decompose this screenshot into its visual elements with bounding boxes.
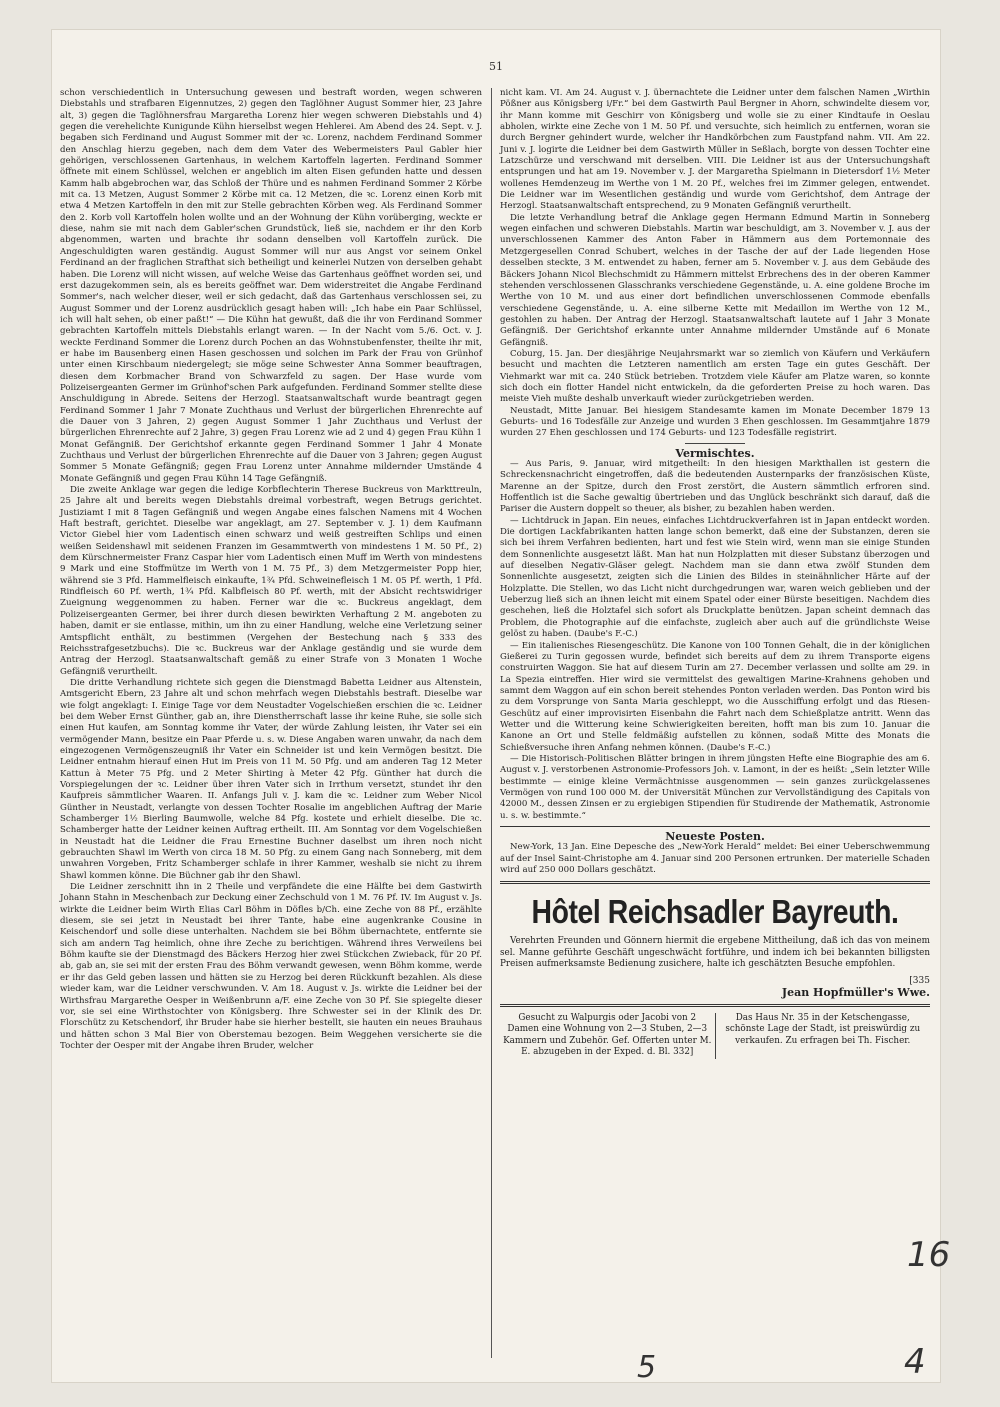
ad-reference: [335	[909, 975, 930, 986]
pencil-mark: 16	[907, 1235, 951, 1275]
article-paragraph: Die dritte Verhandlung richtete sich gegen die Dienstmagd Babetta Leidner aus Altenstein, Amtsgericht Ebern, 23 Jahre alt und schon mehrfach wegen Diebstahls bestraft. Dieselbe war wie folgt angeklagt: I. Einige Tage vor dem Neustadter Vogelschießen erschien die ꝛc. Leidner bei dem Weber Ernst Günther, gab an, ihre Dienstherrschaft lasse ihr keine Ruhe, sie solle sich einen Hut kaufen, am Sonntag komme ihr Vater, der würde Zahlung leisten, ihr Vater sei ein vermögender Mann, besitze ein Paar Pferde u. s. w. Diese Angaben waren unwahr, da nach dem eingezogenen Vermögenszeugniß ihr Vater ein Schneider ist und kein Vermögen besitzt. Die Leidner entnahm hierauf einen Hut im Preis von 11 M. 50 Pfg. und am anderen Tag 12 Meter Kattun à Meter 75 Pfg. und 2 Meter Shirting à Meter 42 Pfg. Günther hat durch die Vorspiegelungen der ꝛc. Leidner über ihren Vater sich in Irrthum versetzt, stundet ihr den Kaufpreis sämmtlicher Waaren. II. Anfangs Juli v. J. kam die ꝛc. Leidner zum Weber Nicol Günther in Neustadt, verlangte von dessen Tochter Rosalie im angeblichen Auftrag der Marie Schamberger 1½ Bierling Baumwolle, welche 84 Pfg. kostete und erhielt dieselbe. Die ꝛc. Schamberger hatte der Leidner keinen Auftrag ertheilt. III. Am Sonntag vor dem Vogelschießen in Neustadt hat die Leidner die Frau Ernestine Buchner daselbst um ihren noch nicht gebrauchten Shawl im Werth von circa 18 M. 50 Pfg. zu einem Gang nach Sonneberg, mit dem unwahren Vorgeben, Fritz Schamberger schlafe in ihrer Kammer, weshalb sie nicht zu ihrem Shawl kommen könne. Die Büchner gab ihr den Shawl.	[60, 677, 482, 881]
ad-reference: 332]	[673, 1047, 694, 1058]
page-number: 51	[489, 60, 503, 73]
small-ad-text: Gesucht zu Walpurgis oder Jacobi von 2 Damen eine Wohnung von 2—3 Stuben, 2—3 Kammern und Zubehör. Gef. Offerten unter M. E. abzugeben in der Exped. d. Bl.	[503, 1012, 712, 1058]
section-heading-vermischtes: Vermischtes.	[675, 446, 755, 460]
article-paragraph: Neustadt, Mitte Januar. Bei hiesigem Standesamte kamen im Monate December 1879 13 Geburts- und 16 Todesfälle zur Anzeige und wurden 3 Ehen geschlossen. Im Gesammtjahre 1879 wurden 27 Ehen geschlossen und 174 Geburts- und 123 Todesfälle registrirt.	[500, 405, 930, 439]
article-paragraph: Die zweite Anklage war gegen die ledige Korbflechterin Therese Buckreus von Markttreuln, 25 Jahre alt und bereits wegen Diebstahls dreimal vorbestraft, wegen Betrugs gerichtet. Justiziamt I mit 8 Tagen Gefängniß und wegen Angabe eines falschen Namens mit 4 Wochen Haft bestraft, gerichtet. Dieselbe war angeklagt, am 27. September v. J. 1) dem Kaufmann Victor Giebel hier vom Ladentisch einen schwarz und weiß gestreiften Schlips und einen weißen Seidenshawl mit seidenen Franzen im Gesammtwerth von mindestens 1 M. 50 Pf., 2) dem Kürschnermeister Franz Caspar hier vom Ladentisch einen Muff im Werth von mindestens 9 Mark und eine Stoffmütze im Werth von 1 M. 75 Pf., 3) dem Metzgermeister Popp hier, während sie 3 Pfd. Hammelfleisch einkaufte, 1¾ Pfd. Schweinefleisch 1 M. 05 Pf. werth, 1 Pfd. Rindfleisch 60 Pf. werth, 1¾ Pfd. Kalbfleisch 80 Pf. werth, mit der Absicht rechtswidriger Zueignung weggenommen zu haben. Ferner war die ꝛc. Buckreus angeklagt, dem Polizeisergeanten Germer, bei ihrer durch diesen bewirkten Verhaftung 2 M. angeboten zu haben, damit er sie entlasse, mithin, um ihn zu einer Handlung, welche eine Verletzung seiner Amtspflicht enthält, zu bestimmen (Vergehen der Bestechung nach § 333 des Reichsstrafgesetzbuchs). Die ꝛc. Buckreus war der Anklage geständig und sie wurde dem Antrag der Herzogl. Staatsanwaltschaft gemäß zu einer Strafe von 3 Monaten 1 Woche Gefängniß verurtheilt.	[60, 485, 482, 677]
article-paragraph: Die Leidner zerschnitt ihn in 2 Theile und verpfändete die eine Hälfte bei dem Gastwirth Johann Stahn in Meschenbach zur Deckung einer Zechschuld von 1 M. 76 Pf. IV. Im August v. Js. wirkte die Leidner beim Wirth Elias Carl Böhm in Döfles b/Ch. eine Zeche von 88 Pf., erzählte diesem, sie sei jetzt in Neustadt bei ihrer Tante, habe eine augenkranke Cousine in Keischendorf und solle diese unterhalten. Nachdem sie bei Böhm übernachtete, entfernte sie sich am andern Tag heimlich, ohne ihre Zeche zu berichtigen. Während ihres Verweilens bei Böhm kaufte sie der Dienstmagd des Bäckers Herzog hier zwei Stückchen Zwieback, für 20 Pf. ab, gab an, sie sei mit der ersten Frau des Böhm verwandt gewesen, wenn Böhm komme, werde er ihr das Geld geben lassen und hätten sie zu Herzog bei deren Rückkunft bezahlen. Als diese wieder kam, war die Leidner verschwunden. V. Am 18. August v. Js. wirkte die Leidner bei der Wirthsfrau Margarethe Oesper in Weißenbrunn a/F. eine Zeche von 30 Pf. Sie spiegelte dieser vor, sie sei eine Wirthstochter von Königsberg. Ihre Schwester sei in der Klinik des Dr. Florschütz zu Ketschendorf, ihr Bruder habe sie hierher bestellt, sie hauten ein neues Brauhaus und hätten schon 3 Mal Bier von Oberstemau bezogen. Beim Weggehen versicherte sie die Tochter der Oesper mit der Angabe ihren Bruder, welcher	[60, 882, 482, 1051]
section-divider	[685, 443, 745, 444]
article-paragraph: Coburg, 15. Jan. Der diesjährige Neujahrsmarkt war so ziemlich von Käufern und Verkäufern besucht und machten die Letzteren namentlich am ersten Tage ein gutes Geschäft. Der Viehmarkt war mit ca. 240 Stück betrieben. Trotzdem viele Käufer am Platze waren, so konnte sich doch ein flotter Handel nicht entwickeln, da die geforderten Preise zu hoch waren. Das meiste Vieh mußte deshalb unverkauft wieder zurückgetrieben werden.	[500, 348, 930, 405]
right-column	[500, 88, 930, 1059]
article-paragraph: schon verschiedentlich in Untersuchung gewesen und bestraft worden, wegen schweren Diebstahls und strafbaren Eigennutzes, 2) gegen den Taglöhner August Sommer hier, 23 Jahre alt, 3) gegen die Taglöhnersfrau Margaretha Lorenz hier wegen schweren Diebstahls und 4) gegen die verehelichte Kunigunde Kühn hierselbst wegen Hehlerei. Am Abend des 24. Sept. v. J. begaben sich Ferdinand und August Sommer mit der ꝛc. Lorenz, nachdem Ferdinand Sommer den Anschlag hierzu gegeben, nach dem dem Vater des Webermeisters Paul Gabler hier gehörigen, verschlossenen Gartenhaus, in welchem Kartoffeln lagerten. Ferdinand Sommer öffnete mit einem Schlüssel, welchen er angeblich im alten Eisen gefunden hatte und dessen Kamm halb abgebrochen war, das Schloß der Thüre und es nahmen Ferdinand Sommer 2 Körbe mit ca. 13 Metzen, August Sommer 2 Körbe mit ca. 12 Metzen, die ꝛc. Lorenz einen Korb mit etwa 4 Metzen Kartoffeln in den mit zur Stelle gebrachten Körben weg. Als Ferdinand Sommer den 2. Korb voll Kartoffeln holen wollte und an der Wohnung der Kühn vorüberging, weckte er diese, nahm sie mit nach dem Gabler'schen Grundstück, ließ sie, nachdem er ihr den Korb abgenommen, warten und brachte ihr sodann denselben voll Kartoffeln zurück. Die Angeschuldigten waren geständig. August Sommer will nur aus Angst vor seinem Onkel Ferdinand an der fraglichen Strafthat sich betheiligt und keinerlei Nutzen von derselben gehabt haben. Die Lorenz will nicht wissen, auf welche Weise das Gartenhaus geöffnet worden sei, und erst dazugekommen sein, als es bereits geöffnet war. Dem widerstreitet die Angabe Ferdinand Sommer's, nach welcher dieser, weil er sich gedacht, daß das Gartenhaus verschlossen sei, zu August Sommer und der Lorenz ausdrücklich gesagt haben will: „Ich habe ein Paar Schlüssel, ich will halt sehen, ob einer paßt!“ — Die Kühn hat gewußt, daß die ihr von Ferdinand Sommer gebrachten Kartoffeln mittels Diebstahls erlangt waren. — In der Nacht vom 5./6. Oct. v. J. weckte Ferdinand Sommer die Lorenz durch Pochen an das Wohnstubenfenster, theilte ihr mit, er habe im Bausenberg einen Hasen geschossen und solchen im Park der Frau von Grünhof unter einen Kirschbaum niedergelegt; sie möge seine Schwester Anna Sommer beauftragen, diesen dem Korbmacher Brand von Schwarzfeld zu sagen. Der Hase wurde vom Polizeisergeanten Germer im Grünhof'schen Park aufgefunden. Ferdinand Sommer stellte diese Anschuldigung in Abrede. Seitens der Herzogl. Staatsanwaltschaft wurde beantragt gegen Ferdinand Sommer 1 Jahr 7 Monate Zuchthaus und Verlust der bürgerlichen Ehrenrechte auf die Dauer von 3 Jahren, 2) gegen August Sommer 1 Jahr Zuchthaus und Verlust der bürgerlichen Ehrenrechte auf 2 Jahre, 3) gegen Frau Lorenz wie ad 2 und 4) gegen Frau Kühn 1 Monat Gefängniß. Der Gerichtshof erkannte gegen Ferdinand Sommer 1 Jahr 4 Monate Zuchthaus und Verlust der bürgerlichen Ehrenrechte auf die Dauer von 3 Jahren; gegen August Sommer 5 Monate Gefängniß; gegen Frau Lorenz unter Annahme mildernder Umstände 4 Monate Gefängniß und gegen Frau Kühn 14 Tage Gefängniß.	[60, 88, 482, 484]
hotel-title: Hôtel Reichsadler Bayreuth.	[531, 893, 899, 931]
small-ad-text: Das Haus Nr. 35 in der Ketschengasse, schönste Lage der Stadt, ist preiswürdig zu verkaufen. Zu erfragen bei Th. Fischer.	[725, 1012, 921, 1046]
hotel-advertisement	[500, 892, 930, 998]
pencil-mark: 4	[904, 1342, 926, 1382]
small-ad-wohnung	[500, 1013, 715, 1059]
hotel-body: Verehrten Freunden und Gönnern hiermit die ergebene Mittheilung, daß ich das von meinem sel. Manne geführte Geschäft ungeschwächt fortführe, und indem ich bei bekannten billigsten Preisen aufmerksamste Bedienung zusichere, halte ich geschätzten Besuche empfohlen.	[500, 936, 930, 970]
section-heading-neueste-posten: Neueste Posten.	[665, 830, 765, 843]
ad-divider	[500, 881, 930, 884]
column-divider	[491, 88, 492, 1358]
small-ad-haus	[715, 1013, 931, 1059]
news-paragraph: — Die Historisch-Politischen Blätter bringen in ihrem jüngsten Hefte eine Biographie des am 6. August v. J. verstorbenen Astronomie-Professors Joh. v. Lamont, in der es heißt: „Sein letzter Wille bestimmte — einige kleine Vermächtnisse ausgenommen — sein ganzes zurückgelassenes Vermögen von rund 100 000 M. der Universität München zur Vervollständigung des Capitals von 42000 M., dessen Zinsen er zu ergiebigen Stipendien für Studirende der Mathematik, Astronomie u. s. w. bestimmte.“	[500, 753, 930, 821]
pencil-mark: 5	[637, 1350, 657, 1385]
news-paragraph: New-York, 13 Jan. Eine Depesche des „New-York Herald“ meldet: Bei einer Ueberschwemmung auf der Insel Saint-Christophe am 4. Januar sind 200 Personen ertrunken. Der materielle Schaden wird auf 250 000 Dollars geschätzt.	[500, 842, 930, 876]
newspaper-page	[52, 30, 951, 1385]
hotel-signature	[500, 974, 930, 999]
signature-name: Jean Hopfmüller's Wwe.	[781, 986, 930, 1000]
article-paragraph: Die letzte Verhandlung betraf die Anklage gegen Hermann Edmund Martin in Sonneberg wegen einfachen und schweren Diebstahls. Martin war beschuldigt, am 3. November v. J. aus der unverschlossenen Kammer des Anton Faber in Hämmern aus dem Portemonnaie des Metzgergesellen Conrad Schubert, welches in der Tasche der auf der Lade liegenden Hose desselben steckte, 3 M. entwendet zu haben, ferner am 5. November v. J. aus dem Gebäude des Bäckers Johann Nicol Blechschmidt zu Hämmern mittelst Erbrechens des in der oberen Kammer stehenden verschlossenen Glasschranks verschiedene Gegenstände, u. A. eine goldene Broche im Werthe von 10 M. und aus einer dort befindlichen unverschlossenen Commode ebenfalls verschiedene Gegenstände, u. A. eine silberne Kette mit Medaillon im Werthe von 12 M., gestohlen zu haben. Der Antrag der Herzogl. Staatsanwaltschaft lautete auf 1 Jahr 3 Monate Gefängniß. Der Gerichtshof erkannte unter Annahme mildernder Umstände auf 6 Monate Gefängniß.	[500, 212, 930, 348]
article-paragraph: nicht kam. VI. Am 24. August v. J. übernachtete die Leidner unter dem falschen Namen „Wirthin Pößner aus Königsberg i/Fr.“ bei dem Gastwirth Paul Bergner in Ahorn, schwindelte diesem vor, ihr Mann komme mit Geschirr von Königsberg und wolle sie zu einer Kindtaufe in Oeslau abholen, wirkte eine Zeche von 1 M. 50 Pf. und versuchte, sich heimlich zu entfernen, woran sie durch Bergner gehindert wurde, welcher ihr Handkörbchen zum Faustpfand nahm. VII. Am 22. Juni v. J. logirte die Leidner bei dem Gastwirth Müller in Seßlach, borgte von dessen Tochter eine Latzschürze und verschwand mit derselben. VIII. Die Leidner ist aus der Untersuchungshaft entsprungen und hat am 19. November v. J. der Margaretha Spielmann in Dietersdorf 1½ Meter wollenes Hemdenzeug im Werthe von 1 M. 20 Pf., welches frei im Zimmer gelegen, entwendet. Die Leidner war im Wesentlichen geständig und wurde vom Gerichtshof, dem Antrage der Herzogl. Staatsanwaltschaft entsprechend, zu 9 Monaten Gefängniß verurtheilt.	[500, 88, 930, 212]
small-ads	[500, 1013, 930, 1059]
section-divider	[500, 826, 930, 827]
news-paragraph: — Ein italienisches Riesengeschütz. Die Kanone von 100 Tonnen Gehalt, die in der königlichen Gießerei zu Turin gegossen wurde, befindet sich bereits auf dem zu ihrem Transporte eigens construirten Waggon. Sie hat auf diesem Turin am 27. December verlassen und sollte am 29. in La Spezia eintreffen. Hier wird sie vermittelst des gewaltigen Marine-Krahnens gehoben und sammt dem Waggon auf ein schon bereit stehendes Ponton verladen werden. Das Ponton wird bis zu dem Vorsprunge von Santa Maria geschleppt, wo die Ausschiffung erfolgt und das Riesen-Geschütz auf einer improvisirten Eisenbahn die Fahrt nach dem Schießplatze antritt. Wenn das Wetter und die Witterung keine Schwierigkeiten bereiten, hofft man bis zum 10. Januar die Kanone an Ort und Stelle feldmäßig aufstellen zu können, sodaß Mitte des Monats die Schießversuche ihren Anfang nehmen können. (Daube's F.-C.)	[500, 640, 930, 753]
news-paragraph: — Lichtdruck in Japan. Ein neues, einfaches Lichtdruckverfahren ist in Japan entdeckt worden. Die dortigen Lackfabrikanten hatten lange schon bemerkt, daß eine der Substanzen, deren sie sich bei ihrem Verfahren bedienten, hart und fest wie Stein wird, wenn man sie einige Stunden dem Sonnenlichte ausgesetzt läßt. Man hat nun Holzplatten mit dieser Substanz überzogen und auf dieselben Negativ-Gläser gelegt. Nachdem man sie dann etwa zwölf Stunden dem Sonnenlichte ausgesetzt, zeigten sich die Linien des Bildes in steinähnlicher Härte auf der Holzplatte. Die Stellen, wo das Licht nicht durchgedrungen war, waren weich geblieben und der Ueberzug ließ sich an ihnen leicht mit einem Spatel oder einer Bürste beseitigen. Nachdem dies geschehen, ließ die Holztafel sich sofort als Druckplatte benützen. Japan scheint demnach das Problem, die Photographie auf die einfachste, zugleich aber auch auf die gründlichste Weise gelöst zu haben. (Daube's F.-C.)	[500, 515, 930, 640]
news-paragraph: — Aus Paris, 9. Januar, wird mitgetheilt: In den hiesigen Markthallen ist gestern die Schreckensnachricht eingetroffen, daß die bedeutenden Austernparks der französischen Küste, Marenne an der Spitze, durch den Frost zerstört, die Austern sämmtlich erfroren sind. Hoffentlich ist die Sache gewaltig übertrieben und das Unglück beschränkt sich darauf, daß die Pariser die Austern doppelt so theuer, als bisher, zu bezahlen haben werden.	[500, 459, 930, 515]
left-column	[60, 88, 482, 1052]
ad-divider	[500, 1004, 930, 1007]
